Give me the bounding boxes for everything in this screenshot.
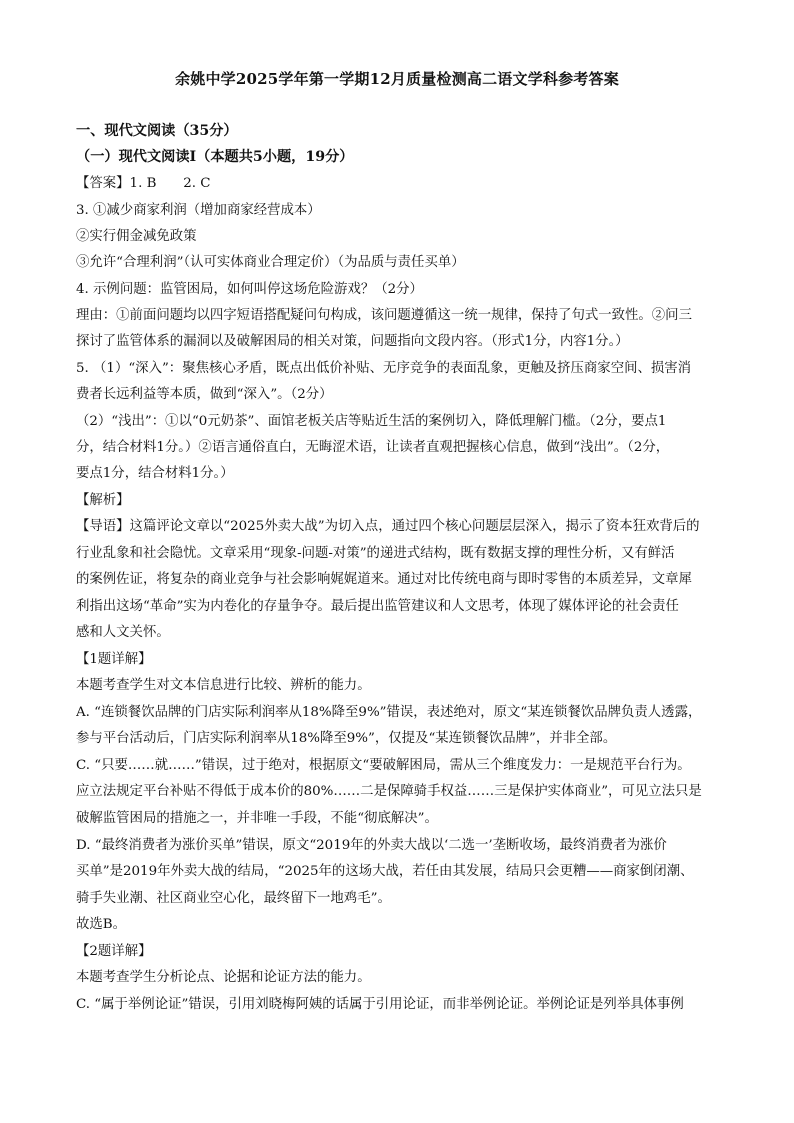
guide-line: 行业乱象和社会隐忧。文章采用“现象-问题-对策”的递进式结构，既有数据支撑的理性分析，又有鲜活 [76, 546, 675, 561]
answer-line: （2）“浅出”：①以“0元奶茶”、面馆老板关店等贴近生活的案例切入，降低理解门槛。（2分，要点1 [76, 414, 667, 429]
detail-line: C. “属于举例论证”错误，引用刘晓梅阿姨的话属于引用论证，而非举例论证。举例论证是列举具体事例 [76, 997, 684, 1012]
answer-line: 3. ①减少商家利润（增加商家经营成本） [76, 203, 321, 218]
detail-heading: 【2题详解】 [76, 944, 152, 959]
detail-line: D. “最终消费者为涨价买单”错误，原文“2019年的外卖大战以‘二选一’垄断收场，最终消费者为涨价 [76, 838, 667, 853]
detail-line: 应立法规定平台补贴不得低于成本价的80%……二是保障骑手权益……三是保护实体商业”，可见立法只是 [76, 784, 702, 799]
detail-heading: 【1题详解】 [76, 652, 152, 667]
guide-line: 【导语】这篇评论文章以“2025外卖大战”为切入点，通过四个核心问题层层深入，揭示了资本狂欢背后的 [76, 519, 700, 534]
subsection-heading: （一）现代文阅读Ⅰ（本题共5小题，19分） [76, 149, 354, 165]
guide-line: 利指出这场“革命”实为内卷化的存量争夺。最后提出监管建议和人文思考，体现了媒体评论的社会责任 [76, 599, 679, 614]
detail-line: 参与平台活动后，门店实际利润率从18%降至9%”，仅提及“某连锁餐饮品牌”，并非全部。 [76, 731, 617, 746]
answer-line: 理由：①前面问题均以四字短语搭配疑问句构成，该问题遵循这一统一规律，保持了句式一致性。②问三 [76, 308, 692, 323]
answer-line: 探讨了监管体系的漏洞以及破解困局的相关对策，问题指向文段内容。（形式1分，内容1分。） [76, 334, 629, 349]
answer-line: 4. 示例问题：监管困局，如何叫停这场危险游戏？（2分） [76, 282, 423, 297]
answer-line: 分，结合材料1分。）②语言通俗直白，无晦涩术语，让读者直观把握核心信息，做到“浅出”。（2分， [76, 440, 670, 455]
answer-line: 【答案】1. B 2. C [76, 176, 211, 191]
detail-line: 故选B。 [76, 917, 127, 932]
detail-line: 破解监管困局的措施之一，并非唯一手段，不能“彻底解决”。 [76, 811, 438, 826]
detail-line: C. “只要……就……”错误，过于绝对，根据原文“要破解困局，需从三个维度发力：一是规范平台行为。 [76, 758, 691, 773]
detail-line: 本题考查学生分析论点、论据和论证方法的能力。 [76, 970, 371, 985]
answer-line: 费者长远利益等本质，做到“深入”。（2分） [76, 387, 333, 402]
answer-line: ③允许“合理利润”（认可实体商业合理定价）（为品质与责任买单） [76, 255, 465, 270]
analysis-heading: 【解析】 [76, 493, 130, 508]
answer-line: 5. （1）“深入”：聚焦核心矛盾，既点出低价补贴、无序竞争的表面乱象，更触及挤压商家空间、损害消 [76, 361, 692, 376]
section-heading: 一、现代文阅读（35分） [76, 123, 238, 139]
detail-line: A. “连锁餐饮品牌的门店实际利润率从18%降至9%”错误，表述绝对，原文“某连锁餐饮品牌负责人透露， [76, 705, 702, 720]
answer-line: 要点1分，结合材料1分。） [76, 466, 234, 481]
guide-line: 感和人文关怀。 [76, 625, 170, 640]
detail-line: 骑手失业潮、社区商业空心化，最终留下一地鸡毛”。 [76, 891, 391, 906]
page-title: 余姚中学2025学年第一学期12月质量检测高二语文学科参考答案 [175, 70, 619, 88]
guide-line: 的案例佐证，将复杂的商业竞争与社会影响娓娓道来。通过对比传统电商与即时零售的本质差异，文章犀 [76, 572, 692, 587]
answer-line: ②实行佣金减免政策 [76, 229, 197, 244]
detail-line: 买单”是2019年外卖大战的结局，“2025年的这场大战，若任由其发展，结局只会更糟——商家倒闭潮、 [76, 864, 694, 879]
detail-line: 本题考查学生对文本信息进行比较、辨析的能力。 [76, 678, 371, 693]
